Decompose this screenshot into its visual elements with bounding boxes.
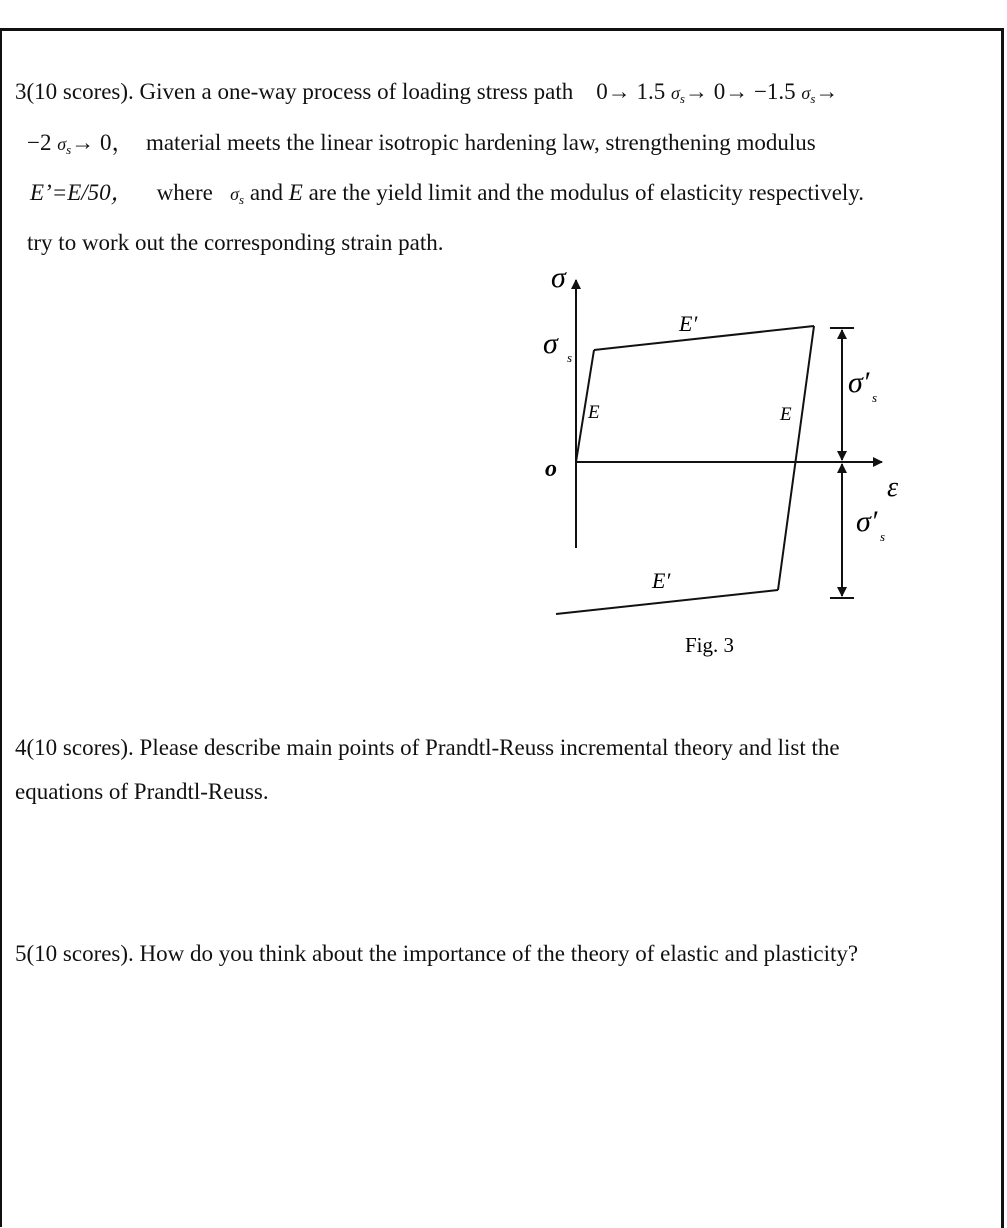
hardening-modulus-label-bottom: E′ <box>652 568 671 593</box>
sigma-s-prime-bottom-label: σ′ <box>856 505 878 538</box>
q5-line-1: 5(10 scores). How do you think about the importance of the theory of elastic and plasticity? <box>15 941 859 966</box>
elastic-unloading-line <box>778 326 814 590</box>
q3-line-2: −2 $\sigma_s\to 0$， material meets the linear isotropic hardening law, strengthening modulus <box>27 130 816 157</box>
sigma-s-label: σ <box>543 327 558 360</box>
sigma-s-prime-bottom-sub: s <box>880 529 886 544</box>
epsilon-axis-label: ε <box>887 472 899 503</box>
q3-line-4: try to work out the corresponding strain path. <box>27 230 444 255</box>
sigma-s-prime-top-sub: s <box>872 390 878 405</box>
q3-line-3: E’=E/50， where $\sigma_s$ and E are the yield limit and the modulus of elasticity respectively. <box>30 180 865 207</box>
sigma-axis-label: σ <box>551 261 566 294</box>
sigma-s-prime-top-label: σ′ <box>848 366 870 399</box>
hardening-bottom-line <box>556 590 778 614</box>
elastic-label-right: E <box>780 404 792 425</box>
q4-line-2: equations of Prandtl-Reuss. <box>15 779 269 804</box>
hardening-modulus-label-top: E′ <box>679 311 698 336</box>
figure-caption: Fig. 3 <box>685 633 735 657</box>
sigma-s-subscript: s <box>567 350 573 365</box>
origin-label: o <box>545 456 557 482</box>
elastic-label-left: E <box>588 402 600 423</box>
q3-line-1: 3(10 scores). Given a one-way process of loading stress path 0→ 1.5 $\sigma_s\to 0\to -1.5$ $\sigma_s\to$ <box>15 79 839 106</box>
hardening-top-line <box>594 326 814 350</box>
q4-line-1: 4(10 scores). Please describe main points of Prandtl-Reuss incremental theory and list the <box>15 735 840 760</box>
